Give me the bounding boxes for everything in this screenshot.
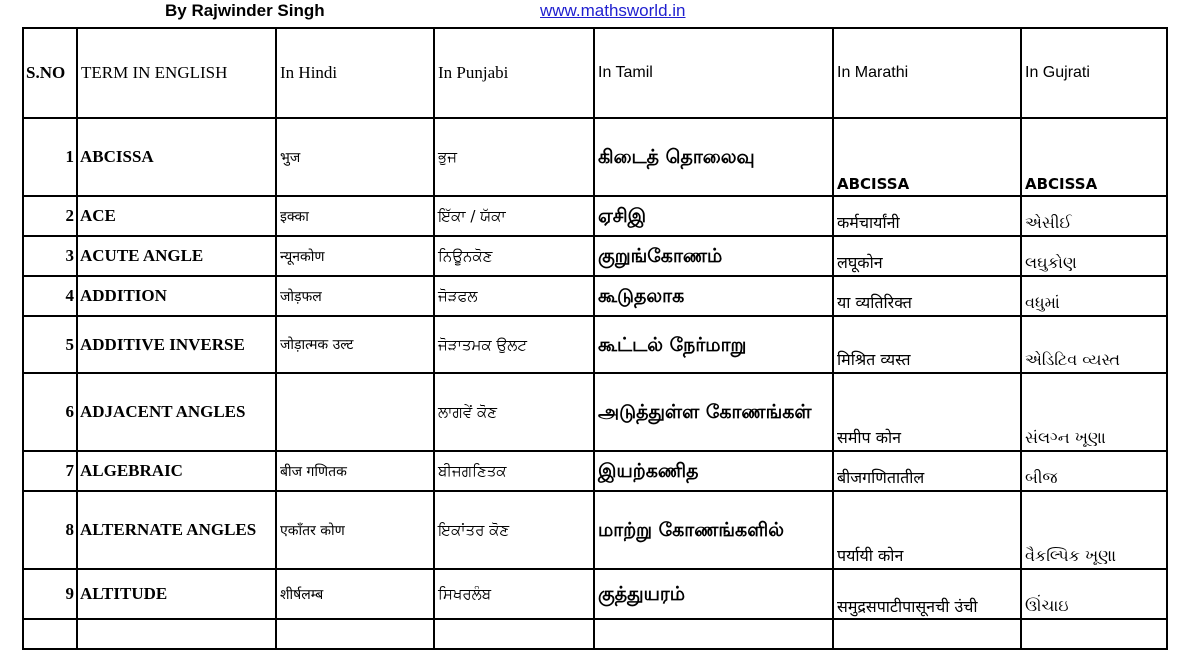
column-header-punjabi: In Punjabi — [434, 28, 594, 118]
row-hindi-term: एकाँतर कोण — [276, 491, 434, 569]
row-tamil-term: கூடுதலாக — [594, 276, 833, 316]
column-header-english: TERM IN ENGLISH — [77, 28, 276, 118]
row-punjabi-term: ਇਕਾਂਤਰ ਕੋਣ — [434, 491, 594, 569]
row-marathi-term: मिश्रित व्यस्त — [833, 316, 1021, 373]
table-row-partial — [23, 619, 1167, 649]
row-sno: 1 — [23, 118, 77, 196]
row-tamil-term: ஏசிஇ — [594, 196, 833, 236]
row-english-term: ABCISSA — [77, 118, 276, 196]
row-partial-cell — [594, 619, 833, 649]
table-row — [23, 276, 1167, 316]
row-tamil-term: குத்துயரம் — [594, 569, 833, 619]
row-gujarati-term: સંલગ્ન ખૂણા — [1021, 373, 1167, 451]
row-sno: 4 — [23, 276, 77, 316]
column-header-marathi: In Marathi — [833, 28, 1021, 118]
author-credit: By Rajwinder Singh — [165, 1, 325, 20]
table-row — [23, 118, 1167, 196]
row-english-term: ADDITIVE INVERSE — [77, 316, 276, 373]
glossary-table — [22, 27, 1168, 650]
row-hindi-term: इक्का — [276, 196, 434, 236]
row-hindi-term: जोड़फल — [276, 276, 434, 316]
row-english-term: ALTERNATE ANGLES — [77, 491, 276, 569]
row-hindi-term: न्यूनकोण — [276, 236, 434, 276]
table-row — [23, 569, 1167, 619]
row-punjabi-term: ਜੋੜਾਤਮਕ ਉਲਟ — [434, 316, 594, 373]
row-partial-cell — [833, 619, 1021, 649]
row-english-term: ALTITUDE — [77, 569, 276, 619]
row-punjabi-term: ਜੋੜਫਲ — [434, 276, 594, 316]
table-row — [23, 196, 1167, 236]
row-partial-cell — [1021, 619, 1167, 649]
row-marathi-term: या व्यतिरिक्त — [833, 276, 1021, 316]
row-marathi-term: पर्यायी कोन — [833, 491, 1021, 569]
row-marathi-term: ABCISSA — [833, 118, 1021, 196]
row-gujarati-term: લઘુકોણ — [1021, 236, 1167, 276]
row-punjabi-term: ਇੱਕਾ / ਯੱਕਾ — [434, 196, 594, 236]
table-row — [23, 236, 1167, 276]
row-marathi-term: कर्मचार्यांनी — [833, 196, 1021, 236]
row-english-term: ACUTE ANGLE — [77, 236, 276, 276]
table-row — [23, 451, 1167, 491]
row-tamil-term: இயற்கணித — [594, 451, 833, 491]
table-row — [23, 491, 1167, 569]
row-hindi-term: बीज गणितक — [276, 451, 434, 491]
header-row — [23, 28, 1167, 118]
row-marathi-term: समुद्रसपाटीपासूनची उंची — [833, 569, 1021, 619]
row-sno: 5 — [23, 316, 77, 373]
row-gujarati-term: ABCISSA — [1021, 118, 1167, 196]
row-sno: 7 — [23, 451, 77, 491]
row-gujarati-term: બીજ — [1021, 451, 1167, 491]
row-english-term: ADDITION — [77, 276, 276, 316]
row-punjabi-term: ਭੁਜ — [434, 118, 594, 196]
row-hindi-term — [276, 373, 434, 451]
row-hindi-term: जोड़ात्मक उल्ट — [276, 316, 434, 373]
row-gujarati-term: એસીઈ — [1021, 196, 1167, 236]
table-row — [23, 373, 1167, 451]
row-marathi-term: बीजगणितातील — [833, 451, 1021, 491]
column-header-hindi: In Hindi — [276, 28, 434, 118]
row-tamil-term: மாற்று கோணங்களில் — [594, 491, 833, 569]
column-header-gujarati: In Gujrati — [1021, 28, 1167, 118]
row-hindi-term: शीर्षलम्ब — [276, 569, 434, 619]
row-tamil-term: அடுத்துள்ள கோணங்கள் — [594, 373, 833, 451]
row-tamil-term: கூட்டல் நேர்மாறு — [594, 316, 833, 373]
page-header — [0, 0, 1200, 26]
row-sno: 8 — [23, 491, 77, 569]
row-marathi-term: समीप कोन — [833, 373, 1021, 451]
row-partial-cell — [23, 619, 77, 649]
row-marathi-term: लघूकोन — [833, 236, 1021, 276]
row-english-term: ACE — [77, 196, 276, 236]
website-link[interactable]: www.mathsworld.in — [540, 1, 686, 20]
row-english-term: ALGEBRAIC — [77, 451, 276, 491]
row-sno: 9 — [23, 569, 77, 619]
column-header-sno: S.NO — [23, 28, 77, 118]
row-punjabi-term: ਸਿਖਰਲੰਬ — [434, 569, 594, 619]
row-english-term: ADJACENT ANGLES — [77, 373, 276, 451]
row-gujarati-term: વધુમાં — [1021, 276, 1167, 316]
row-sno: 3 — [23, 236, 77, 276]
row-gujarati-term: વૈકલ્પિક ખૂણા — [1021, 491, 1167, 569]
row-sno: 2 — [23, 196, 77, 236]
table-row — [23, 316, 1167, 373]
column-header-tamil: In Tamil — [594, 28, 833, 118]
row-punjabi-term: ਨਿਊਨਕੋਣ — [434, 236, 594, 276]
row-partial-cell — [434, 619, 594, 649]
row-partial-cell — [77, 619, 276, 649]
row-punjabi-term: ਬੀਜਗਣਿਤਕ — [434, 451, 594, 491]
row-partial-cell — [276, 619, 434, 649]
row-gujarati-term: ઊંચાઇ — [1021, 569, 1167, 619]
row-gujarati-term: એડિટિવ વ્યસ્ત — [1021, 316, 1167, 373]
row-sno: 6 — [23, 373, 77, 451]
row-tamil-term: கிடைத் தொலைவு — [594, 118, 833, 196]
row-punjabi-term: ਲਾਗਵੇਂ ਕੋਣ — [434, 373, 594, 451]
row-tamil-term: குறுங்கோணம் — [594, 236, 833, 276]
row-hindi-term: भुज — [276, 118, 434, 196]
